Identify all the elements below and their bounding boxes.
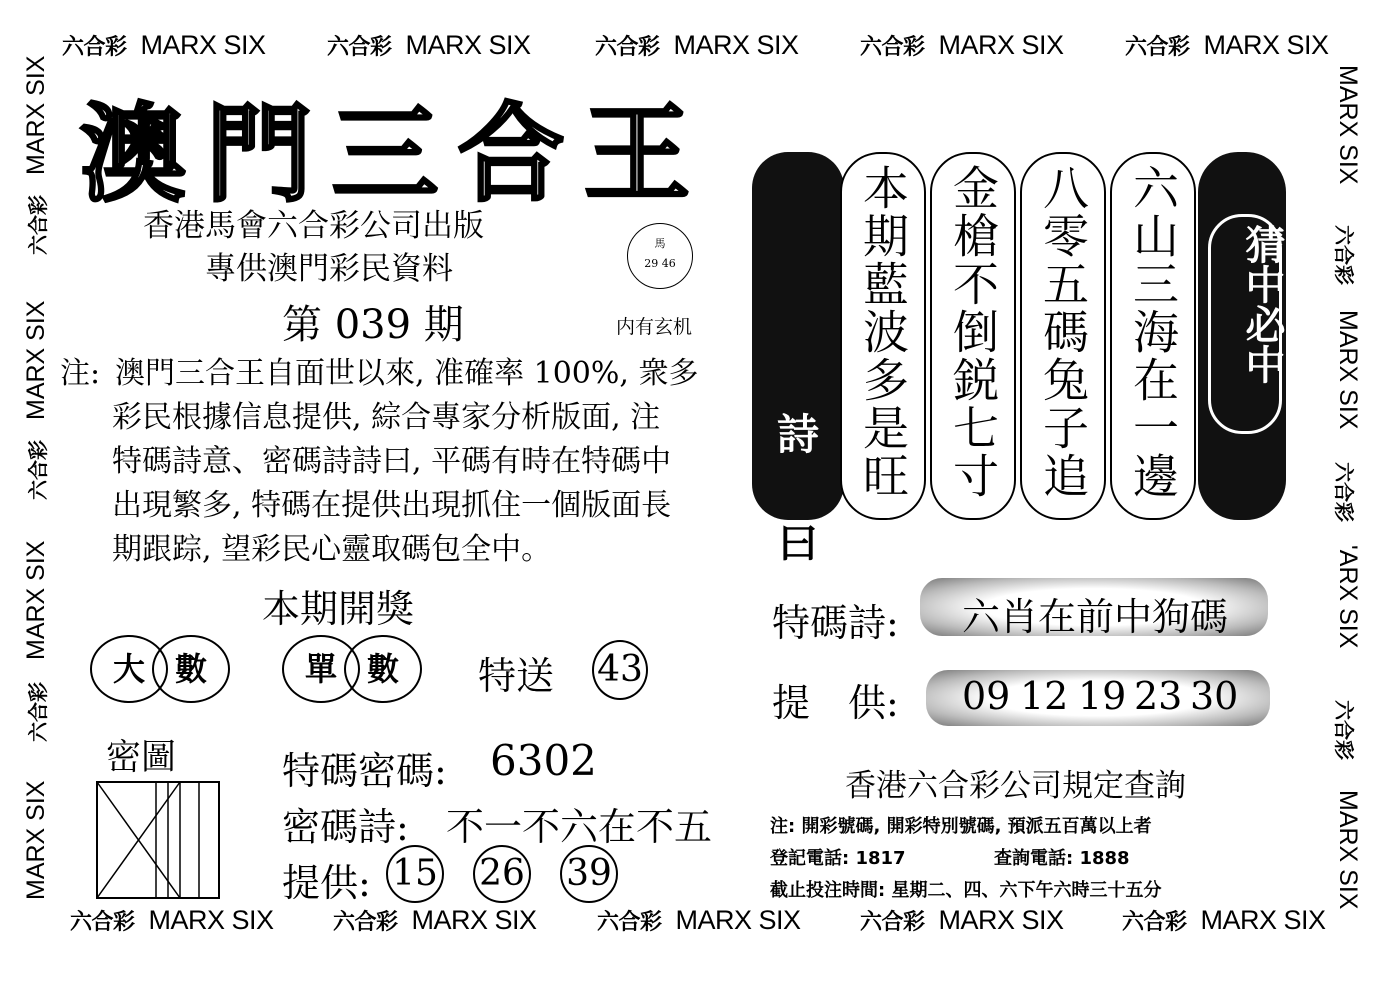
- brand-right-2: MARX SIX: [1334, 310, 1362, 430]
- scroll-char: 八零五碼兔子追: [1036, 164, 1090, 500]
- secret-map-diagram: [96, 781, 220, 899]
- page-title: 澳門三合王: [80, 91, 710, 216]
- scroll-char: 六山三海在一邊: [1126, 164, 1180, 500]
- brand-right-3: 'ARX SIX: [1334, 545, 1362, 649]
- brand-bottom-1: 六合彩 MARX SIX: [70, 905, 274, 935]
- note-label: 注:: [60, 356, 101, 391]
- note-line: 特碼詩意、密碼詩詩曰, 平碼有時在特碼中: [112, 444, 672, 479]
- scroll-char: 本期藍波多是旺: [856, 164, 910, 500]
- brand-right-zh-1: 六合彩: [1332, 225, 1356, 285]
- guess-panel: [1198, 152, 1286, 520]
- special-number: 30: [1190, 674, 1239, 718]
- secret-poem-label: 密碼詩:: [282, 805, 409, 849]
- secret-code-value: 6302: [490, 736, 597, 785]
- secret-number: 15: [386, 845, 444, 903]
- special-number: 12: [1020, 674, 1069, 718]
- brand-bottom-3: 六合彩 MARX SIX: [597, 905, 801, 935]
- footer-heading: 香港六合彩公司規定查詢: [845, 768, 1186, 804]
- special-provide-label: 提 供:: [772, 681, 899, 725]
- register-phone: 登記電話: 1817: [770, 848, 906, 869]
- guess-label: 猜中必中: [1239, 224, 1285, 384]
- note-line: 出現繁多, 特碼在提供出現抓住一個版面長: [112, 488, 672, 523]
- special-number: 23: [1134, 674, 1183, 718]
- secret-number: 39: [560, 845, 618, 903]
- stamp-top: 馬: [654, 237, 666, 250]
- hint-text: 内有玄机: [616, 316, 693, 338]
- brand-right-zh-2: 六合彩: [1332, 462, 1356, 522]
- secret-provide-label: 提供:: [282, 861, 371, 905]
- odd-badge-right: 數: [344, 635, 422, 703]
- brand-left-zh-1: 六合彩: [26, 195, 50, 255]
- brand-bottom-5: 六合彩 MARX SIX: [1122, 905, 1326, 935]
- scroll-char: 金槍不倒鋭七寸: [946, 164, 1000, 500]
- bonus-number: 43: [592, 640, 648, 700]
- special-poem-label: 特碼詩:: [772, 601, 899, 645]
- poem-scroll-2: [1020, 152, 1106, 520]
- secret-number: 26: [473, 845, 531, 903]
- horse-stamp: [627, 223, 693, 289]
- big-badge-right: 數: [152, 635, 230, 703]
- poem-label-shi: 詩: [776, 410, 819, 459]
- brand-top-4: 六合彩 MARX SIX: [860, 30, 1064, 60]
- note-line: 期跟踪, 望彩民心靈取碼包全中。: [112, 532, 552, 567]
- bonus-label: 特送: [478, 654, 555, 698]
- poem-label-yue: 曰: [778, 521, 818, 567]
- brand-top-2: 六合彩 MARX SIX: [327, 30, 531, 60]
- inquiry-phone: 查詢電話: 1888: [994, 848, 1130, 869]
- stamp-bottom: 29 46: [644, 257, 676, 270]
- brand-bottom-4: 六合彩 MARX SIX: [860, 905, 1064, 935]
- deadline: 截止投注時間: 星期二、四、六下午六時三十五分: [770, 880, 1162, 901]
- brand-top-3: 六合彩 MARX SIX: [595, 30, 799, 60]
- brand-left-4: MARX SIX: [22, 780, 50, 900]
- publisher-line: 香港馬會六合彩公司出版: [143, 208, 484, 244]
- brand-left-zh-2: 六合彩: [26, 440, 50, 500]
- secret-code-label: 特碼密碼:: [282, 749, 447, 793]
- brand-right-zh-3: 六合彩: [1332, 700, 1356, 760]
- brand-bottom-2: 六合彩 MARX SIX: [333, 905, 537, 935]
- poem-scroll-4: [840, 152, 926, 520]
- secret-poem-value: 不一不六在不五: [446, 805, 713, 849]
- note-line: 澳門三合王自面世以來, 准確率 100%, 衆多: [115, 356, 699, 391]
- secret-map-label: 密圖: [106, 738, 177, 778]
- footer-note: 注: 開彩號碼, 開彩特別號碼, 預派五百萬以上者: [770, 816, 1152, 837]
- draw-heading: 本期開獎: [262, 587, 415, 631]
- note-line: 彩民根據信息提供, 綜合專家分析版面, 注: [112, 400, 661, 435]
- big-badge-left: 大: [90, 635, 168, 703]
- poem-scroll-3: [930, 152, 1016, 520]
- brand-left-3: MARX SIX: [22, 540, 50, 660]
- special-number: 09: [962, 674, 1011, 718]
- poem-side-overlay: [752, 152, 844, 567]
- odd-badge-left: 單: [282, 635, 360, 703]
- brand-right-4: MARX SIX: [1334, 790, 1362, 910]
- special-poem-value: 六肖在前中狗碼: [962, 595, 1229, 639]
- brand-top-1: 六合彩 MARX SIX: [62, 30, 266, 60]
- special-number: 19: [1078, 674, 1127, 718]
- brand-top-5: 六合彩 MARX SIX: [1125, 30, 1329, 60]
- issue-number: 第 039 期: [282, 302, 464, 348]
- brand-right-1: MARX SIX: [1334, 65, 1362, 185]
- brand-left-zh-3: 六合彩: [26, 682, 50, 742]
- audience-line: 專供澳門彩民資料: [205, 251, 453, 287]
- poem-scroll-1: [1110, 152, 1196, 520]
- brand-left-2: MARX SIX: [22, 300, 50, 420]
- brand-left-1: MARX SIX: [22, 55, 50, 175]
